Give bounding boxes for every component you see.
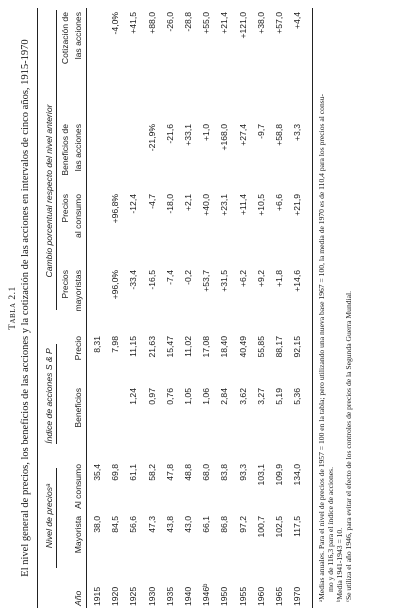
cell-al-consumo: 83,8 <box>219 464 230 481</box>
cell-beneficios: 1,24 <box>128 388 139 405</box>
header-benef-acc-2: las acciones <box>73 124 83 172</box>
cell-beneficios-acciones: +3,3 <box>292 124 303 141</box>
cell-precios-consumo: +40,0 <box>201 194 212 216</box>
header-al-consumo: Al consumo <box>73 464 83 509</box>
header-precios-cons-2: al consumo <box>73 194 83 238</box>
cell-mayorista: 100,7 <box>255 516 266 538</box>
cambio-group-rule <box>56 10 57 310</box>
cell-precios-mayoristas: +96,0% <box>110 270 121 300</box>
header-bottom-rule <box>86 8 87 608</box>
cell-precio: 18,40 <box>219 336 230 358</box>
indice-group-rule <box>56 344 57 444</box>
cell-ano: 1930 <box>146 586 157 606</box>
cell-precios-mayoristas: -7,4 <box>164 270 175 285</box>
cell-precio: 88,17 <box>274 336 284 358</box>
cell-beneficios: 1,06 <box>201 388 212 405</box>
header-ano: Año <box>73 590 83 606</box>
cell-precios-consumo: +2,1 <box>183 194 193 211</box>
table-label: Tabla 2.1 <box>8 286 18 330</box>
cell-ano: 1940 <box>183 586 193 606</box>
cell-beneficios-acciones: +1,0 <box>201 124 212 141</box>
cell-precio: 21,63 <box>146 336 157 358</box>
cell-mayorista: 86,8 <box>219 516 230 533</box>
header-precios-may-2: mayoristas <box>73 270 83 312</box>
cell-beneficios: 5,19 <box>274 388 284 405</box>
cell-beneficios-acciones: -9,7 <box>255 124 266 139</box>
cell-ano: 1965 <box>274 586 284 606</box>
cell-mayorista: 43,8 <box>164 516 175 533</box>
cell-cotizacion-acciones: -26,0 <box>164 12 175 32</box>
cell-beneficios: 0,76 <box>164 388 175 405</box>
cell-precios-mayoristas: -16,5 <box>146 270 157 290</box>
header-indice-group: Índice de acciones S & P <box>44 348 54 444</box>
cell-mayorista: 102,5 <box>274 516 284 538</box>
cell-precios-consumo: +96,8% <box>110 194 121 224</box>
cell-precios-mayoristas: -0,2 <box>183 270 193 285</box>
cell-cotizacion-acciones: +57,0 <box>274 12 284 34</box>
cell-beneficios: 2,84 <box>219 388 230 405</box>
cell-mayorista: 47,3 <box>146 516 157 533</box>
cell-al-consumo: 93,3 <box>237 464 248 481</box>
cell-al-consumo: 109,9 <box>274 464 284 486</box>
cell-ano: 1920 <box>110 586 121 606</box>
cell-al-consumo: 48,8 <box>183 464 193 481</box>
cell-precio: 55,85 <box>255 336 266 358</box>
cell-cotizacion-acciones: +38,0 <box>255 12 266 34</box>
cell-mayorista: 43,0 <box>183 516 193 533</box>
cell-ano: 1970 <box>292 586 303 606</box>
cell-precios-mayoristas: +9,2 <box>255 270 266 287</box>
cell-beneficios: 3,62 <box>237 388 248 405</box>
cell-al-consumo: 68,0 <box>201 464 212 481</box>
cell-precio: 11,15 <box>128 336 139 357</box>
footnote-1-cont: mo y de 116,3 para el índice de acciones. <box>326 467 335 592</box>
cell-precios-consumo: +23,1 <box>219 194 230 216</box>
cell-precios-mayoristas: -33,4 <box>128 270 139 290</box>
cell-beneficios-acciones: -21,6 <box>164 124 175 144</box>
cell-beneficios-acciones: +33,1 <box>183 124 193 146</box>
cell-precios-consumo: -4,7 <box>146 194 157 209</box>
cell-cotizacion-acciones: +41,5 <box>128 12 139 34</box>
cell-precios-consumo: +21,9 <box>292 194 303 216</box>
cell-cotizacion-acciones: +21,4 <box>219 12 230 34</box>
cell-precios-mayoristas: +31,5 <box>219 270 230 292</box>
top-rule <box>37 8 38 608</box>
cell-beneficios-acciones: -21,9% <box>146 124 157 152</box>
cell-al-consumo: 47,8 <box>164 464 175 481</box>
cell-precio: 15,47 <box>164 336 175 358</box>
cell-beneficios: 5,36 <box>292 388 303 405</box>
header-cambio-group: Cambio porcentual respecto del nivel anterior <box>44 104 54 278</box>
cell-mayorista: 97,2 <box>237 516 248 533</box>
cell-beneficios: 1,05 <box>183 388 193 405</box>
footnote-2: ᵇMedia 1941-1943 = 10. <box>335 527 344 602</box>
cell-ano: 1950 <box>219 586 230 606</box>
cell-beneficios: 3,27 <box>255 388 266 405</box>
header-cotiz-acc-2: las acciones <box>73 12 83 60</box>
cell-precios-mayoristas: +53,7 <box>201 270 212 292</box>
cell-cotizacion-acciones: -4,0% <box>110 12 121 35</box>
bottom-rule <box>312 8 313 608</box>
cell-mayorista: 84,5 <box>110 516 121 533</box>
cell-ano: 1915 <box>92 586 102 606</box>
cell-ano: 1935 <box>164 586 175 606</box>
cell-precio: 92,15 <box>292 336 303 358</box>
footnote-3: ᶜSe utiliza el año 1946, para evitar el efecto de los controles de precios de la Segunda Guerra Mundial. <box>344 290 353 602</box>
cell-al-consumo: 103,1 <box>255 464 266 486</box>
cell-precios-mayoristas: +14,6 <box>292 270 303 292</box>
nivel-group-rule <box>56 468 57 568</box>
cell-precios-consumo: +6,6 <box>274 194 284 211</box>
header-precios-cons-1: Precios <box>60 194 70 223</box>
header-precios-may-1: Precios <box>60 270 70 299</box>
cell-mayorista: 56,6 <box>128 516 139 533</box>
cell-ano: 1925 <box>128 586 139 606</box>
cell-precio: 11,02 <box>183 336 193 357</box>
cell-precios-consumo: -12,4 <box>128 194 139 214</box>
cell-cotizacion-acciones: +55,0 <box>201 12 212 34</box>
header-precio: Precio <box>73 336 83 361</box>
header-cotiz-acc-1: Cotización de <box>60 12 70 65</box>
header-nivel-group: Nivel de preciosᵃ <box>44 483 54 549</box>
cell-mayorista: 117,5 <box>292 516 303 537</box>
footnote-1: ᵃMedias anuales. Para el nivel de precios de 1957 = 100 en la tabla; pero utilizando una nueva base 1967 = 100, la media de 1970 es de 110,4 para los precios al consu- <box>317 93 326 602</box>
cell-mayorista: 66,1 <box>201 516 212 533</box>
cell-precios-mayoristas: +6,2 <box>237 270 248 287</box>
cell-precio: 8,31 <box>92 336 102 353</box>
cell-ano: 1946ᵇ <box>201 583 212 606</box>
cell-beneficios-acciones: +58,8 <box>274 124 284 146</box>
cell-cotizacion-acciones: -28,8 <box>183 12 193 32</box>
cell-precio: 40,49 <box>237 336 248 358</box>
cell-al-consumo: 58,2 <box>146 464 157 481</box>
cell-al-consumo: 69,8 <box>110 464 121 481</box>
cell-al-consumo: 134,0 <box>292 464 303 486</box>
cell-ano: 1960 <box>255 586 266 606</box>
cell-mayorista: 38,0 <box>92 516 102 533</box>
cell-precio: 17,08 <box>201 336 212 358</box>
cell-precio: 7,98 <box>110 336 121 353</box>
cell-precios-consumo: -18,0 <box>164 194 175 214</box>
cell-precios-mayoristas: +1,8 <box>274 270 284 287</box>
cell-precios-consumo: +11,4 <box>237 194 248 216</box>
header-mayorista: Mayorista <box>73 516 83 554</box>
table-title: El nivel general de precios, los beneficios de las acciones y la cotización de las acciones en intervalos de cinco años, 1915-1970 <box>20 39 31 577</box>
cell-ano: 1955 <box>237 586 248 606</box>
cell-cotizacion-acciones: +4,4 <box>292 12 303 29</box>
cell-cotizacion-acciones: +121,0 <box>237 12 248 39</box>
header-beneficios: Beneficios <box>73 388 83 428</box>
header-benef-acc-1: Beneficios de <box>60 124 70 176</box>
cell-cotizacion-acciones: +88,0 <box>146 12 157 34</box>
cell-al-consumo: 61,1 <box>128 464 139 481</box>
cell-beneficios: 0,97 <box>146 388 157 405</box>
cell-precios-consumo: +10,5 <box>255 194 266 216</box>
cell-beneficios-acciones: +27,4 <box>237 124 248 146</box>
cell-beneficios-acciones: +168,0 <box>219 124 230 151</box>
cell-al-consumo: 35,4 <box>92 464 102 481</box>
